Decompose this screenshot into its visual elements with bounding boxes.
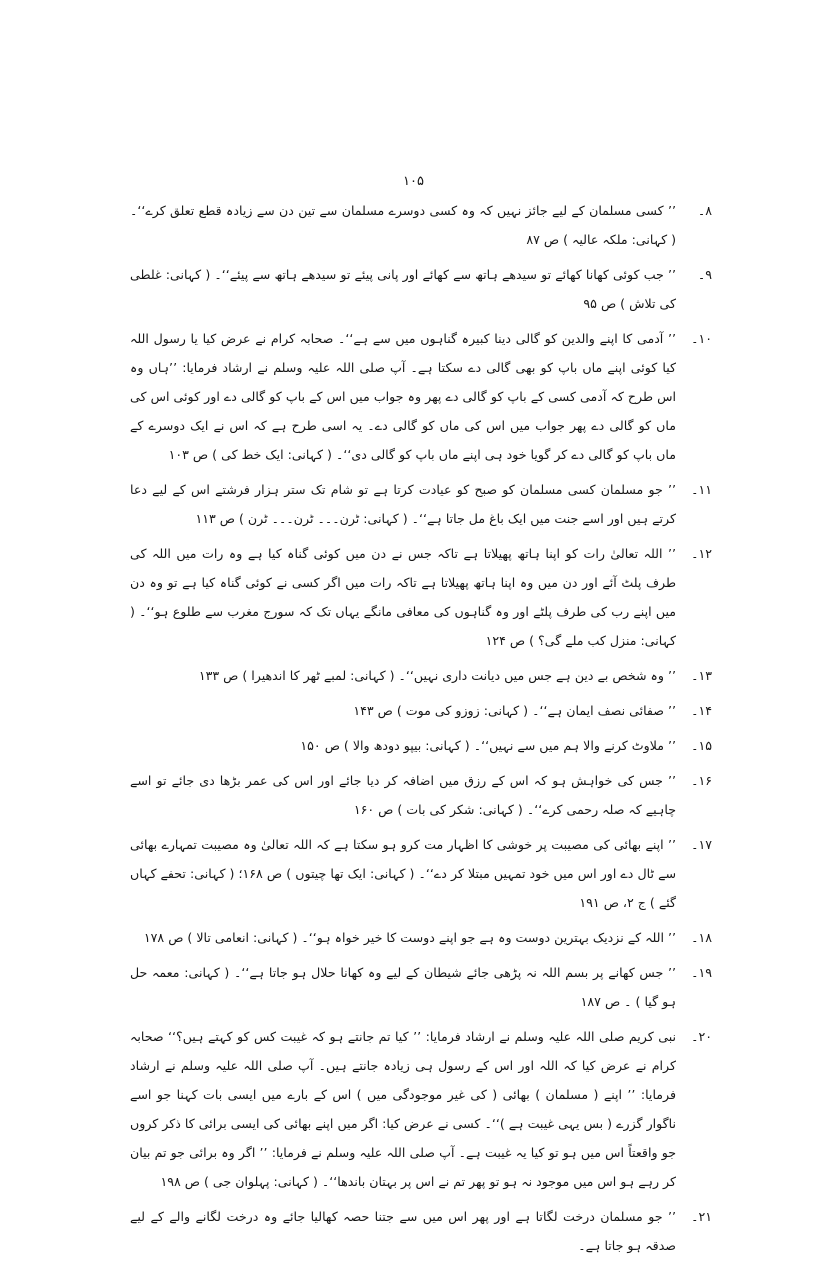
item-number: ۱۲۔ xyxy=(691,546,712,561)
item-text: ’’ اللہ کے نزدیک بہترین دوست وہ ہے جو اپنے دوست کا خیر خواہ ہو‘‘۔ ( کہانی: انعامی تالا ) ص ۱۷۸ xyxy=(143,930,676,945)
item-text: ’’ جس کھانے پر بسم اللہ نہ پڑھی جائے شیطان کے لیے وہ کھانا حلال ہو جاتا ہے‘‘۔ ( کہانی: معمہ حل ہو گیا ) ۔ ص ۱۸۷ xyxy=(130,965,676,1009)
item-number: ۲۱۔ xyxy=(691,1209,712,1224)
item-text: ’’ جس کی خواہش ہو کہ اس کے رزق میں اضافہ کر دیا جائے اور اس کی عمر بڑھا دی جائے تو اسے چاہیے کہ صلہ رحمی کرے‘‘۔ ( کہانی: شکر کی بات ) ص ۱۶۰ xyxy=(130,773,676,817)
list-item xyxy=(130,475,712,533)
item-number: ۱۱۔ xyxy=(691,482,712,497)
item-number: ۹۔ xyxy=(697,267,712,282)
item-number: ۱۶۔ xyxy=(691,773,712,788)
list-item xyxy=(130,661,712,690)
list-item xyxy=(130,958,712,1016)
list-item xyxy=(130,324,712,469)
item-text: ’’ صفائی نصف ایمان ہے‘‘۔ ( کہانی: زوزو کی موت ) ص ۱۴۳ xyxy=(353,703,676,718)
item-number: ۱۵۔ xyxy=(691,738,712,753)
item-number: ۱۳۔ xyxy=(691,668,712,683)
page-number: ۱۰۵ xyxy=(403,174,424,189)
list-item xyxy=(130,539,712,655)
item-text: نبی کریم صلی اللہ علیہ وسلم نے ارشاد فرمایا: ’’ کیا تم جانتے ہو کہ غیبت کس کو کہتے ہیں؟‘‘ صحابہ کرام نے عرض کیا کہ اللہ اور اس کے رسول ہی زیادہ جانتے ہیں۔ آپ صلی اللہ علیہ وسلم نے ارشاد فرمایا: ’’ اپنے ( مسلمان ) بھائی ( کی غیر موجودگی میں ) اس کے بارے میں ایسی بات کہنا جو اسے ناگوار گزرے ( بس یہی غیبت ہے )‘‘۔ کسی نے عرض کیا: اگر میں اپنے بھائی کی ایسی برائی کا ذکر کروں جو واقعتاً اس میں ہو تو کیا یہ غیبت ہے۔ آپ صلی اللہ علیہ وسلم نے فرمایا: ’’ اگر وہ برائی جو تم بیان کر رہے ہو اس میں موجود نہ ہو تو پھر تم نے اس پر بہتان باندھا‘‘۔ ( کہانی: پہلوان جی ) ص ۱۹۸ xyxy=(130,1029,676,1189)
item-text: ’’ آدمی کا اپنے والدین کو گالی دینا کبیرہ گناہوں میں سے ہے‘‘۔ صحابہ کرام نے عرض کیا یا رسول اللہ کیا کوئی اپنے ماں باپ کو بھی گالی دے سکتا ہے۔ آپ صلی اللہ علیہ وسلم نے ارشاد فرمایا: ’’ہاں وہ اس طرح کہ آدمی کسی کے باپ کو گالی دے پھر وہ جواب میں اس کے باپ کو گالی دے اور کوئی اس کی ماں کو گالی دے پھر جواب میں اس کی ماں کو گالی دے۔ یہ اسی طرح ہے کہ اس نے ایک دوسرے کے ماں باپ کو گالی دے کر گویا خود ہی اپنے ماں باپ کو گالی دی‘‘۔ ( کہانی: ایک خط کی ) ص ۱۰۳ xyxy=(130,331,676,462)
item-number: ۱۰۔ xyxy=(691,331,712,346)
item-number: ۱۷۔ xyxy=(691,837,712,852)
list-item xyxy=(130,766,712,824)
item-number: ۸۔ xyxy=(697,203,712,218)
item-text: ’’ جو مسلمان کسی مسلمان کو صبح کو عیادت کرتا ہے تو شام تک ستر ہزار فرشتے اس کے لیے دعا کرتے ہیں اور اسے جنت میں ایک باغ مل جاتا ہے‘‘۔ ( کہانی: ٹرن۔۔۔ ٹرن۔۔۔ ٹرن ) ص ۱۱۳ xyxy=(130,482,676,526)
item-number: ۱۸۔ xyxy=(691,930,712,945)
item-text: ’’ اللہ تعالیٰ رات کو اپنا ہاتھ پھیلاتا ہے تاکہ جس نے دن میں کوئی گناہ کیا ہے وہ رات میں اللہ کی طرف پلٹ آئے اور دن میں وہ اپنا ہاتھ پھیلاتا ہے تاکہ رات میں اگر کسی نے کوئی گناہ کیا ہے تو وہ دن میں اپنے رب کی طرف پلٹے اور وہ گناہوں کی معافی مانگے یہاں تک کہ سورج مغرب سے طلوع ہو‘‘۔ ( کہانی: منزل کب ملے گی؟ ) ص ۱۲۴ xyxy=(130,546,676,648)
item-text: ’’ ملاوٹ کرنے والا ہم میں سے نہیں‘‘۔ ( کہانی: بیپو دودھ والا ) ص ۱۵۰ xyxy=(300,738,676,753)
list-item xyxy=(130,196,712,254)
item-number: ۱۹۔ xyxy=(691,965,712,980)
list-item xyxy=(130,1202,712,1260)
item-number: ۲۰۔ xyxy=(691,1029,712,1044)
item-number: ۱۴۔ xyxy=(691,703,712,718)
item-text: ’’ کسی مسلمان کے لیے جائز نہیں کہ وہ کسی دوسرے مسلمان سے تین دن سے زیادہ قطع تعلق کرے‘‘۔ ( کہانی: ملکہ عالیہ ) ص ۸۷ xyxy=(130,203,676,247)
item-text: ’’ جب کوئی کھانا کھائے تو سیدھے ہاتھ سے کھائے اور پانی پیئے تو سیدھے ہاتھ سے پیئے‘‘۔ ( کہانی: غلطی کی تلاش ) ص ۹۵ xyxy=(130,267,676,311)
item-text: ’’ وہ شخص بے دین ہے جس میں دیانت داری نہیں‘‘۔ ( کہانی: لمبے ٹھر کا اندھیرا ) ص ۱۳۳ xyxy=(198,668,676,683)
item-text: ’’ جو مسلمان درخت لگاتا ہے اور پھر اس میں سے جتنا حصہ کھالیا جائے وہ درخت لگانے والے کے لیے صدقہ ہو جاتا ہے۔ xyxy=(130,1209,676,1253)
list-item xyxy=(130,830,712,917)
list-item xyxy=(130,696,712,725)
hadith-list xyxy=(130,196,712,1266)
list-item xyxy=(130,923,712,952)
list-item xyxy=(130,260,712,318)
item-text: ’’ اپنے بھائی کی مصیبت پر خوشی کا اظہار مت کرو ہو سکتا ہے کہ اللہ تعالیٰ وہ مصیبت تمہارے بھائی سے ٹال دے اور اس میں خود تمہیں مبتلا کر دے‘‘۔ ( کہانی: ایک تھا چیتوں ) ص ۱۶۸؛ ( کہانی: تحفے کہاں گئے ) ج ۲، ص ۱۹۱ xyxy=(130,837,676,910)
list-item xyxy=(130,731,712,760)
